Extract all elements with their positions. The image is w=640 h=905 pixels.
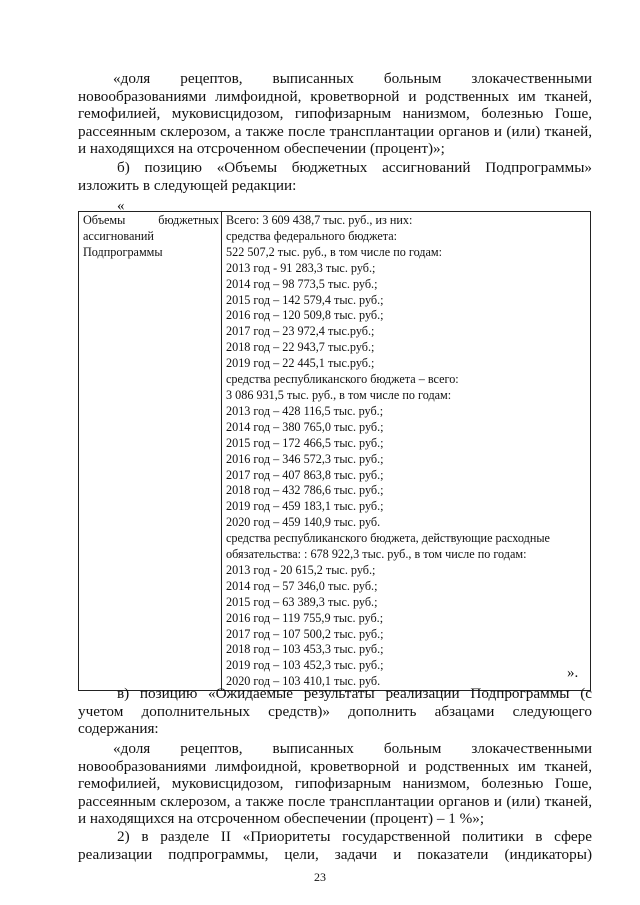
funding-line: 2015 год – 63 389,3 тыс. руб.; xyxy=(226,594,378,609)
table-row xyxy=(79,212,591,691)
funding-line: 2019 год – 459 183,1 тыс. руб.; xyxy=(226,499,384,514)
funding-line: 2013 год – 428 116,5 тыс. руб.; xyxy=(226,403,384,418)
closing-quote: ». xyxy=(567,665,579,681)
paragraph-recipes-share-result: «доля рецептов, выписанных больным злокачественными новообразованиями лимфоидной, кроветворной и родственных им тканей, гемофилией, муковисцидозом, гипофизарным нанизмом, болезнью Гоше, рассеянным склерозом, а также после трансплантации органов и (или) тканей, и находящихся на отсроченном обеспечении (процент) – 1 %»; xyxy=(78,740,592,828)
funding-line: 2013 год - 91 283,3 тыс. руб.; xyxy=(226,260,376,275)
funding-line: 2016 год – 119 755,9 тыс. руб.; xyxy=(226,610,384,625)
funding-line: 2015 год – 142 579,4 тыс. руб.; xyxy=(226,292,384,307)
page-number: 23 xyxy=(314,870,326,884)
funding-line: 2014 год – 98 773,5 тыс. руб.; xyxy=(226,276,378,291)
funding-line: 522 507,2 тыс. руб., в том числе по годам: xyxy=(226,244,443,259)
funding-line: 2017 год – 107 500,2 тыс. руб.; xyxy=(226,626,384,641)
paragraph-item-b: б) позицию «Объемы бюджетных ассигнований Подпрограммы» изложить в следующей редакции: xyxy=(78,159,592,194)
funding-line: 2019 год – 22 445,1 тыс.руб.; xyxy=(226,356,375,371)
funding-line: обязательства: : 678 922,3 тыс. руб., в том числе по годам: xyxy=(226,547,527,562)
funding-line: 2019 год – 103 452,3 тыс. руб.; xyxy=(226,658,384,673)
left-cell-line: Объемы бюджетных xyxy=(83,213,219,227)
paragraph-section-2: 2) в разделе II «Приоритеты государственной политики в сфере реализации подпрограммы, цели, задачи и показатели (индикаторы) xyxy=(78,828,592,863)
budget-table xyxy=(78,211,591,691)
left-cell-line: ассигнований xyxy=(83,228,154,243)
funding-line: 2016 год – 120 509,8 тыс. руб.; xyxy=(226,308,384,323)
funding-line: средства республиканского бюджета, действующие расходные xyxy=(226,531,550,546)
opening-quote: « xyxy=(117,198,125,214)
funding-line: 2018 год – 103 453,3 тыс. руб.; xyxy=(226,642,384,657)
funding-line: 2016 год – 346 572,3 тыс. руб.; xyxy=(226,451,384,466)
funding-line: 2018 год – 432 786,6 тыс. руб.; xyxy=(226,483,384,498)
paragraph-item-v: в) позицию «Ожидаемые результаты реализации Подпрограммы (с учетом дополнительных средств)» дополнить абзацами следующего содержания: xyxy=(78,685,592,738)
funding-line: 3 086 931,5 тыс. руб., в том числе по годам: xyxy=(226,387,452,402)
paragraph-recipes-share: «доля рецептов, выписанных больным злокачественными новообразованиями лимфоидной, кроветворной и родственных им тканей, гемофилией, муковисцидозом, гипофизарным нанизмом, болезнью Гоше, рассеянным склерозом, а также после трансплантации органов и (или) тканей, и находящихся на отсроченном обеспечении (процент)»; xyxy=(78,70,592,158)
funding-line: 2020 год – 103 410,1 тыс. руб. xyxy=(226,674,381,689)
funding-line: средства федерального бюджета: xyxy=(226,228,398,243)
funding-line: 2014 год – 57 346,0 тыс. руб.; xyxy=(226,578,378,593)
funding-line: 2015 год – 172 466,5 тыс. руб.; xyxy=(226,435,384,450)
funding-line: 2013 год - 20 615,2 тыс. руб.; xyxy=(226,562,376,577)
funding-line: 2018 год – 22 943,7 тыс.руб.; xyxy=(226,340,375,355)
funding-line: 2020 год – 459 140,9 тыс. руб. xyxy=(226,515,381,530)
funding-line: 2014 год – 380 765,0 тыс. руб.; xyxy=(226,419,384,434)
funding-line: Всего: 3 609 438,7 тыс. руб., из них: xyxy=(226,213,413,227)
funding-line: 2017 год – 23 972,4 тыс.руб.; xyxy=(226,324,375,339)
funding-line: средства республиканского бюджета – всего: xyxy=(226,372,459,387)
table-left-cell xyxy=(79,212,222,691)
left-cell-line: Подпрограммы xyxy=(83,244,163,259)
funding-line: 2017 год – 407 863,8 тыс. руб.; xyxy=(226,467,384,482)
table-right-cell xyxy=(222,212,591,691)
